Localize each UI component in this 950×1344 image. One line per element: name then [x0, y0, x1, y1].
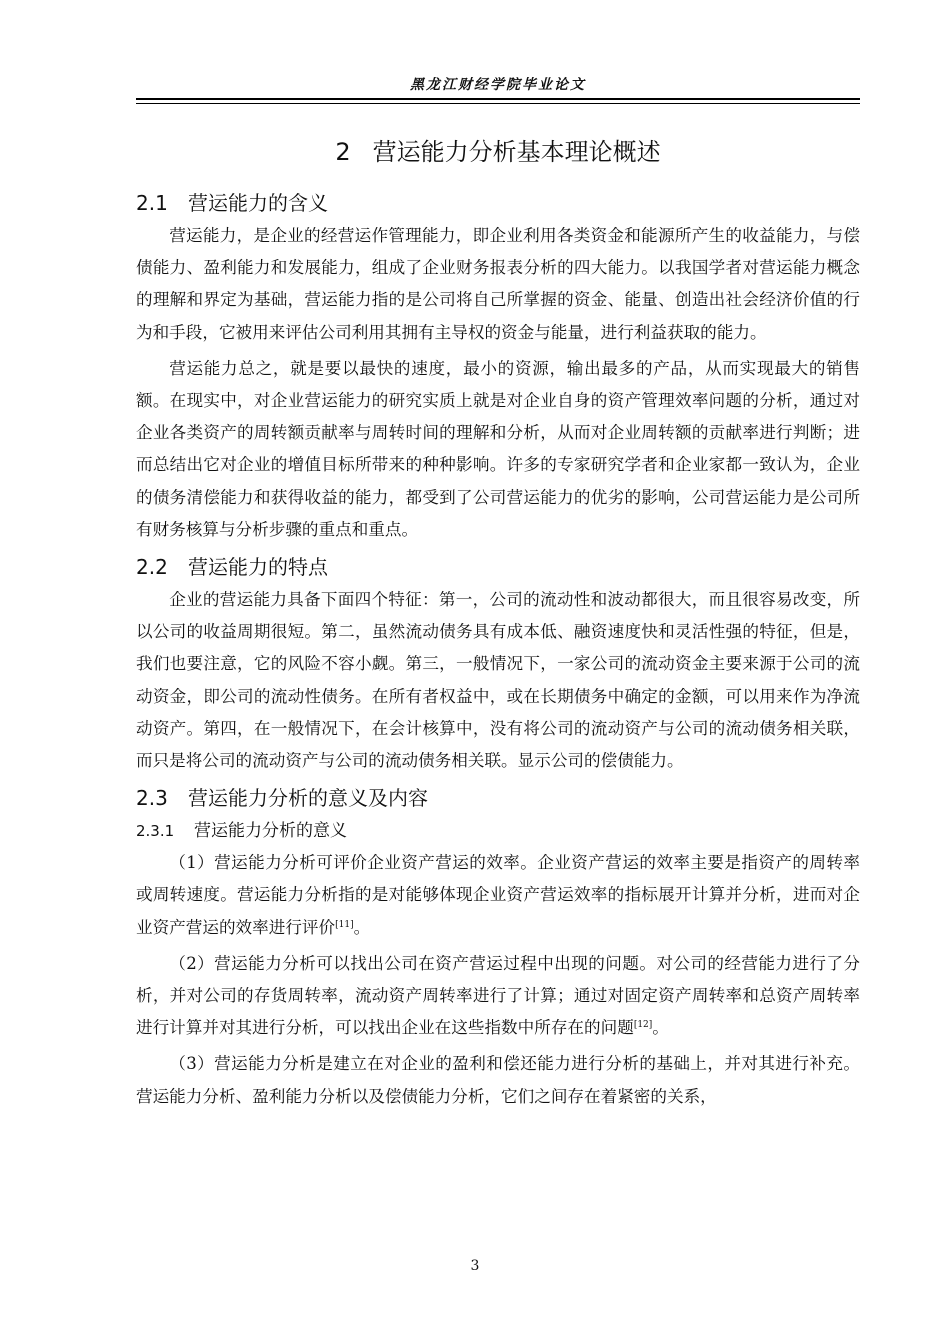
paragraph [136, 948, 860, 1045]
chapter-title [136, 130, 860, 174]
subsection-heading-2-3-1 [136, 815, 860, 847]
paragraph [136, 847, 860, 944]
paragraph: （3）营运能力分析是建立在对企业的盈利和偿还能力进行分析的基础上，并对其进行补充。营运能力分析、盈利能力分析以及偿债能力分析，它们之间存在着紧密的关系， [136, 1054, 860, 1106]
section-number: 2.3 [136, 786, 168, 811]
paragraph-end: 。 [353, 917, 371, 937]
paragraph: 营运能力，是企业的经营运作管理能力，即企业利用各类资金和能源所产生的收益能力，与偿债能力、盈利能力和发展能力，组成了企业财务报表分析的四大能力。以我国学者对营运能力概念的理解和界定为基础，营运能力指的是公司将自己所掌握的资金、能量、创造出社会经济价值的行为和手段，它被用来评估公司利用其拥有主导权的资金与能量，进行利益获取的能力。 [136, 226, 860, 342]
paragraph: 企业的营运能力具备下面四个特征：第一，公司的流动性和波动都很大，而且很容易改变，所以公司的收益周期很短。第二，虽然流动债务具有成本低、融资速度快和灵活性强的特征，但是，我们也要注意，它的风险不容小觑。第三，一般情况下，一家公司的流动资金主要来源于公司的流动资金，即公司的流动性债务。在所有者权益中，或在长期债务中确定的金额，可以用来作为净流动资产。第四，在一般情况下，在会计核算中，没有将公司的流动资产与公司的流动债务相关联，而只是将公司的流动资产与公司的流动债务相关联。显示公司的偿债能力。 [136, 590, 860, 771]
page-number: 3 [470, 1258, 480, 1274]
section-title: 营运能力的特点 [188, 555, 328, 580]
paragraph-end: 。 [652, 1018, 669, 1038]
section-number: 2.1 [136, 191, 168, 215]
paragraph-text: （2）营运能力分析可以找出公司在资产营运过程中出现的问题。对公司的经营能力进行了分析，并对公司的存货周转率，流动资产周转率进行了计算；通过对固定资产周转率和总资产周转率进行计算并对其进行分析，可以找出企业在这些指数中所存在的问题 [136, 953, 860, 1038]
running-header: 黑龙江财经学院毕业论文 [410, 77, 586, 93]
subsection-title: 营运能力分析的意义 [194, 821, 347, 842]
citation-ref: [11] [335, 919, 354, 930]
header-rule [136, 98, 860, 100]
header-rule-thin [136, 103, 860, 104]
citation-ref: [12] [633, 1020, 653, 1031]
page-content [136, 130, 860, 1117]
subsection-number: 2.3.1 [136, 822, 175, 841]
section-heading-2-2 [136, 550, 860, 584]
section-title: 营运能力的含义 [188, 191, 328, 215]
section-heading-2-1 [136, 186, 860, 220]
paragraph: 营运能力总之，就是要以最快的速度，最小的资源，输出最多的产品，从而实现最大的销售额。在现实中，对企业营运能力的研究实质上就是对企业自身的资产管理效率问题的分析，通过对企业各类资产的周转额贡献率与周转时间的理解和分析，从而对企业周转额的贡献率进行判断；进而总结出它对企业的增值目标所带来的种种影响。许多的专家研究学者和企业家都一致认为，企业的债务清偿能力和获得收益的能力，都受到了公司营运能力的优劣的影响，公司营运能力是公司所有财务核算与分析步骤的重点和重点。 [136, 358, 860, 539]
chapter-number: 2 [335, 138, 351, 166]
section-number: 2.2 [136, 555, 168, 580]
chapter-title-text: 营运能力分析基本理论概述 [372, 138, 661, 166]
paragraph-text: （1）营运能力分析可评价企业资产营运的效率。企业资产营运的效率主要是指资产的周转率或周转速度。营运能力分析指的是对能够体现企业资产营运效率的指标展开计算并分析，进而对企业资产营运的效率进行评价 [136, 853, 860, 937]
section-heading-2-3 [136, 781, 860, 815]
section-title: 营运能力分析的意义及内容 [188, 786, 428, 811]
